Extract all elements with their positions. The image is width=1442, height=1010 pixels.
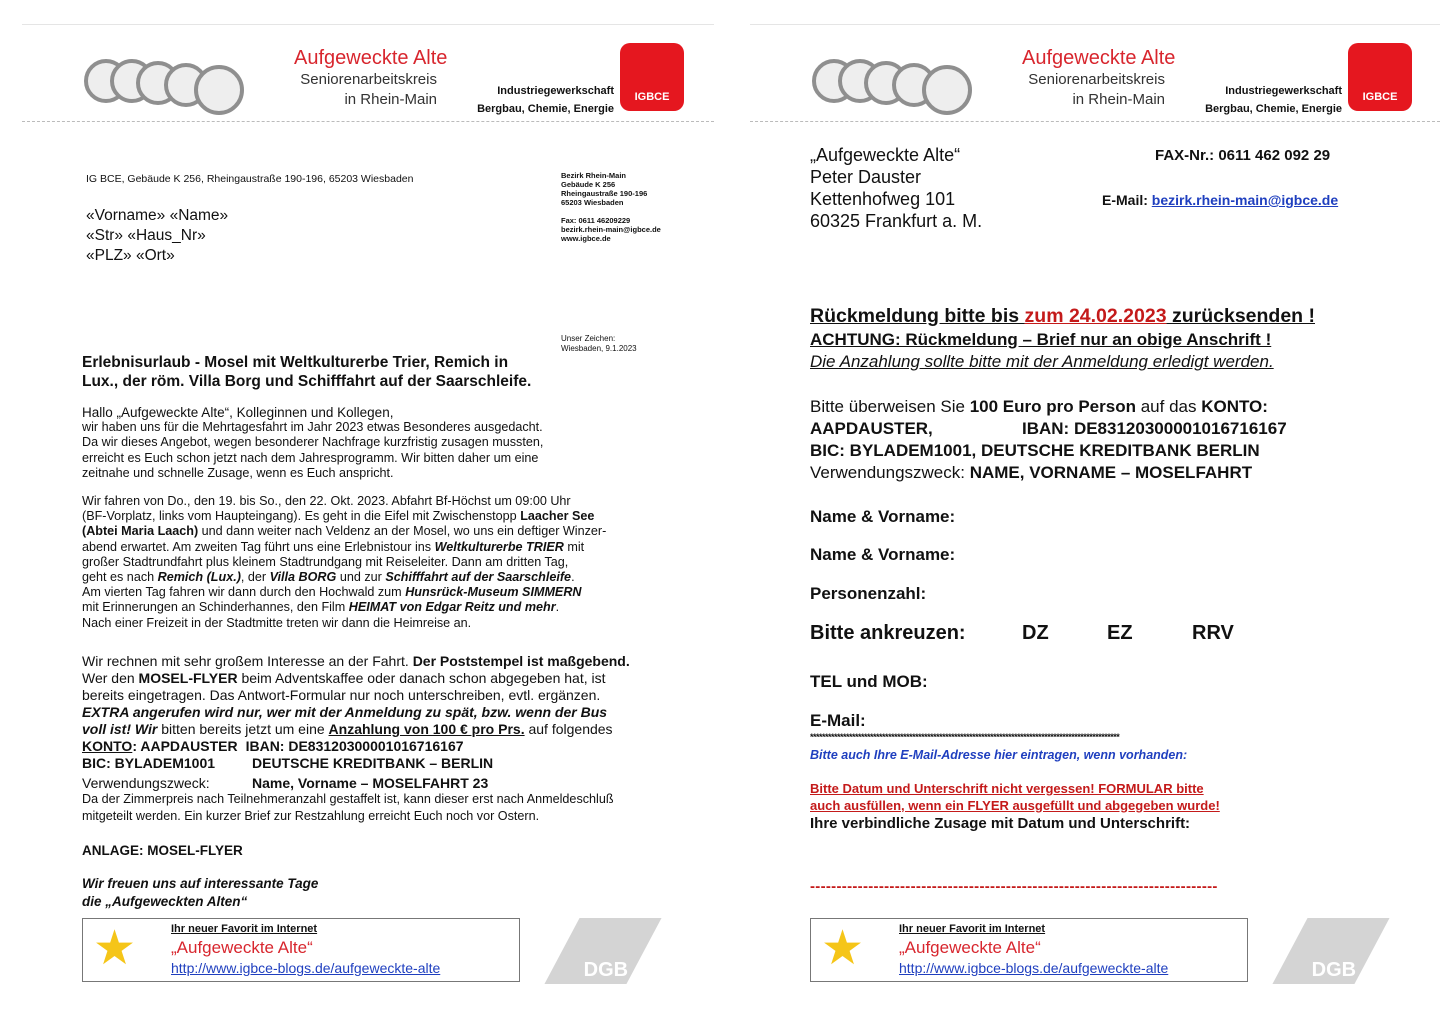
closing: Wir freuen uns auf interessante Tage die „Aufgeweckten Alten“ [82,876,319,909]
attachment-note: ANLAGE: MOSEL-FLYER [82,843,243,858]
star-icon: ★ [821,922,865,975]
transfer-block: Bitte überweisen Sie 100 Euro pro Person auf das KONTO: AAPDAUSTER, IBAN: DE83120300001016716167 BIC: BYLADEM1001, DEUTSCHE KREDITBANK BERLIN Verwendungszweck: NAME, VORNAME – MOSELFAHRT [810,397,1287,482]
option-ez[interactable]: EZ [1107,622,1133,644]
dgb-logo: DGB [544,918,661,984]
email-hint: Bitte auch Ihre E-Mail-Adresse hier eintragen, wenn vorhanden: [810,748,1188,762]
header-title: Aufgeweckte Alte [294,47,448,69]
right-header [750,24,1440,122]
email-link[interactable]: bezirk.rhein-main@igbce.de [1151,192,1339,208]
header-union: Industriegewerkschaft Bergbau, Chemie, Energie [477,85,614,115]
option-dz[interactable]: DZ [1022,622,1049,644]
fax-number: FAX-Nr.: 0611 462 092 29 [1155,147,1331,164]
deposit-note: Die Anzahlung sollte bitte mit der Anmeldung erledigt werden. [810,352,1274,371]
star-divider: ******************************************************************************************************* [810,732,1120,742]
header-subtitle: Seniorenarbeitskreis in Rhein-Main [300,71,437,108]
alarm-clocks-image [84,45,254,115]
signature-line[interactable]: ----------------------------------------------------------------------------- [810,878,1218,895]
blog-link[interactable]: http://www.igbce-blogs.de/aufgeweckte-alte [899,960,1169,976]
header-title: Aufgeweckte Alte [1022,47,1176,69]
achtung-note: ACHTUNG: Rückmeldung – Brief nur an obige Anschrift ! [810,330,1272,349]
blog-banner-left[interactable]: ★ Ihr neuer Favorit im Internet „Aufgeweckte Alte“ http://www.igbce-blogs.de/aufgeweckte-alte [82,918,520,982]
tel-field[interactable]: TEL und MOB: [810,672,928,691]
email-field[interactable]: E-Mail: [810,711,866,730]
price-note: Da der Zimmerpreis nach Teilnehmeranzahl gestaffelt ist, kann dieser erst nach Anmeldeschluß mitgeteilt werden. Ein kurzer Brief zur Restzahlung erreicht Euch noch vor Ostern. [82,792,614,823]
return-address: „Aufgeweckte Alte“ Peter Dauster Kettenhofweg 101 60325 Frankfurt a. M. [810,145,983,231]
blog-banner-right[interactable]: ★ Ihr neuer Favorit im Internet „Aufgeweckte Alte“ http://www.igbce-blogs.de/aufgeweckte-alte [810,918,1248,982]
name-field-1[interactable]: Name & Vorname: [810,507,956,526]
name-field-2[interactable]: Name & Vorname: [810,545,956,564]
deadline-heading: Rückmeldung bitte bis zum 24.02.2023 zurücksenden ! [810,305,1315,327]
email-contact: E-Mail: bezirk.rhein-main@igbce.de [1102,192,1339,208]
dgb-logo: DGB [1272,918,1389,984]
recipient-address: «Vorname» «Name» «Str» «Haus_Nr» «PLZ» «Ort» [86,207,229,264]
blog-link[interactable]: http://www.igbce-blogs.de/aufgeweckte-alte [171,960,441,976]
star-icon: ★ [93,922,137,975]
room-choice: Bitte ankreuzen: [810,622,966,644]
alarm-clocks-image [812,45,982,115]
payment-block: Wir rechnen mit sehr großem Interesse an der Fahrt. Der Poststempel ist maßgebend. Wer den MOSEL-FLYER beim Adventskaffee oder danach schon abgegeben hat, ist bereits eingetragen. Das Antwort-Formular nur noch unterschreiben, evtl. ergänzen. EXTRA angerufen wird nur, wer mit der Anmeldung zu spät, bzw. wenn der Bus voll ist! Wir bitten bereits jetzt um eine Anzahlung von 100 € pro Prs. auf folgendes KONTO: AAPDAUSTER IBAN: DE83120300001016716167 BIC: BYLADEM1001 DEUTSCHE KREDITBANK – BERLIN Verwendungszweck: Name, Vorname – MOSELFAHRT 23 [82,653,630,791]
sender-line: IG BCE, Gebäude K 256, Rheingaustraße 190-196, 65203 Wiesbaden [86,173,414,185]
warning-note: Bitte Datum und Unterschrift nicht vergessen! FORMULAR bitte auch ausfüllen, wenn ein FLYER ausgefüllt und abgegeben wurde! [810,781,1220,813]
commitment-line: Ihre verbindliche Zusage mit Datum und Unterschrift: [810,815,1191,832]
header-subtitle: Seniorenarbeitskreis in Rhein-Main [1028,71,1165,108]
option-rrv[interactable]: RRV [1192,622,1234,644]
header-union: Industriegewerkschaft Bergbau, Chemie, Energie [1205,85,1342,115]
letter-body: Hallo „Aufgeweckte Alte“, Kolleginnen und Kollegen, wir haben uns für die Mehrtagesfahrt im Jahr 2023 etwas Besonderes ausgedacht. Da wir dieses Angebot, wegen besonderer Nachfrage kurzfristig zusagen mussten, erreicht es Euch schon jetzt nach dem Jahresprogramm. Wir bitten daher um eine zeitnahe und schnelle Zusage, wenn es Euch anspricht. Wir fahren von Do., den 19. bis So., den 22. Okt. 2023. Abfahrt Bf-Höchst um 09:00 Uhr (BF-Vorplatz, links vom Haupteingang). Es geht in die Eifel mit Zwischenstopp Laacher See (Abtei Maria Laach) und dann weiter nach Veldenz an der Mosel, wo uns ein deftiger Winzer- abend erwartet. Am zweiten Tag führt uns eine Erlebnistour ins Weltkulturerbe TRIER mit großer Stadtrundfahrt plus kleinem Stadtrundgang mit Reiseleiter. Dann am dritten Tag, geht es nach Remich (Lux.), der Villa BORG und zur Schifffahrt auf der Saarschleife. Am vierten Tag fahren wir dann durch den Hochwald zum Hunsrück-Museum SIMMERN mit Erinnerungen an Schinderhannes, den Film HEIMAT von Edgar Reitz und mehr. Nach einer Freizeit in der Stadtmitte treten wir dann die Heimreise an. [82,405,607,630]
left-header [22,24,714,122]
district-info: Bezirk Rhein-Main Gebäude K 256 Rheingaustraße 190-196 65203 Wiesbaden Fax: 0611 46209229 bezirk.rhein-main@igbce.de www.igbce.de [561,171,661,243]
reference: Unser Zeichen: Wiesbaden, 9.1.2023 [561,334,637,353]
persons-field[interactable]: Personenzahl: [810,584,927,603]
igbce-logo: IGBCE [620,43,684,111]
letter-headline: Erlebnisurlaub - Mosel mit Weltkulturerbe Trier, Remich in Lux., der röm. Villa Borg und Schifffahrt auf der Saarschleife. [82,354,532,390]
igbce-logo: IGBCE [1348,43,1412,111]
